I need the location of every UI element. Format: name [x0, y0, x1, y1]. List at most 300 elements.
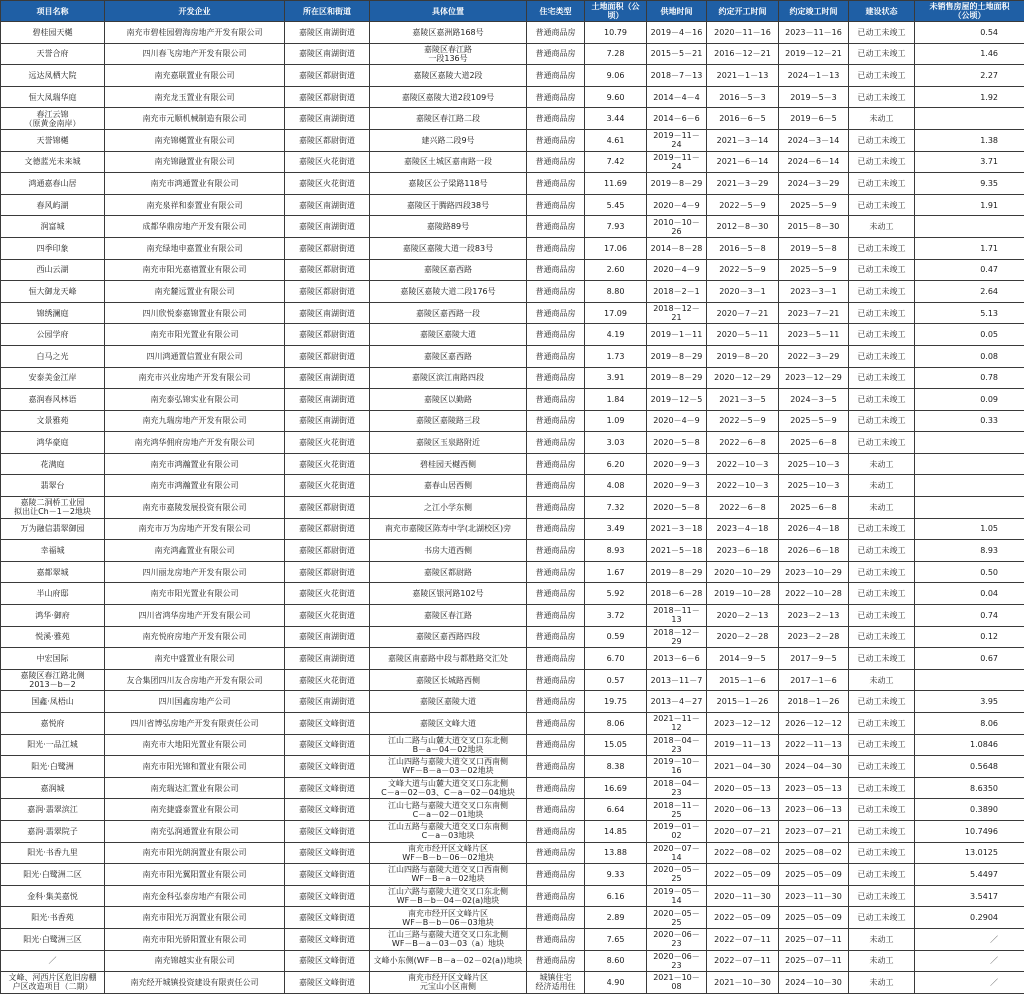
cell-completion-date: 2023－5－11 [779, 324, 849, 346]
cell-district: 嘉陵区火花街道 [285, 151, 370, 173]
cell-location: 嘉陵区春江路二段 [370, 108, 527, 130]
cell-project-name: 中宏国际 [1, 648, 105, 670]
cell-status: 已动工未竣工 [849, 22, 915, 44]
cell-project-name: 金科·集美嘉悦 [1, 885, 105, 907]
table-row [1, 65, 1024, 87]
cell-location: 嘉陵区以勤路 [370, 389, 527, 411]
cell-start-date: 2022－08－02 [707, 842, 779, 864]
header-project-name: 项目名称 [1, 1, 105, 22]
cell-location: 嘉陵区嘉西路一段 [370, 302, 527, 324]
cell-status: 已动工未竣工 [849, 237, 915, 259]
table-row [1, 777, 1024, 799]
cell-developer: 南充鸿鑫置业有限公司 [105, 540, 285, 562]
table-row [1, 669, 1024, 691]
cell-completion-date: 2015－8－30 [779, 216, 849, 238]
cell-district: 嘉陵区都尉街道 [285, 540, 370, 562]
cell-status: 未动工 [849, 669, 915, 691]
cell-completion-date: 2019－5－3 [779, 86, 849, 108]
table-row [1, 453, 1024, 475]
cell-developer: 四川国鑫房地产公司 [105, 691, 285, 713]
cell-district: 嘉陵区南湖街道 [285, 216, 370, 238]
table-row [1, 475, 1024, 497]
cell-project-name: 西山云湖 [1, 259, 105, 281]
cell-location: 嘉陵区公子梁路118号 [370, 173, 527, 195]
cell-status: 未动工 [849, 453, 915, 475]
cell-land-area: 7.28 [585, 43, 647, 65]
cell-supply-date: 2020－4－9 [647, 410, 707, 432]
cell-housing-type: 普通商品房 [527, 583, 585, 605]
cell-project-name: 万为融信翡翠御园 [1, 518, 105, 540]
cell-housing-type: 普通商品房 [527, 453, 585, 475]
cell-project-name: 嘉润春风林语 [1, 389, 105, 411]
cell-supply-date: 2019－01－02 [647, 820, 707, 842]
cell-supply-date: 2020－9－3 [647, 453, 707, 475]
cell-district: 嘉陵区火花街道 [285, 173, 370, 195]
cell-supply-date: 2018－12－29 [647, 626, 707, 648]
cell-housing-type: 普通商品房 [527, 777, 585, 799]
cell-project-name: 鸿华豪庭 [1, 432, 105, 454]
table-row [1, 108, 1024, 130]
cell-land-area: 4.19 [585, 324, 647, 346]
table-row [1, 583, 1024, 605]
table-row [1, 194, 1024, 216]
cell-district: 嘉陵区南湖街道 [285, 389, 370, 411]
cell-status: 已动工未竣工 [849, 410, 915, 432]
cell-developer: 四川鸿通置信置业有限公司 [105, 345, 285, 367]
cell-developer: 南充市鸿瀚置业有限公司 [105, 453, 285, 475]
cell-supply-date: 2019－10－16 [647, 756, 707, 778]
cell-status: 已动工未竣工 [849, 432, 915, 454]
cell-unsold-area: 0.54 [915, 22, 1024, 44]
cell-land-area: 14.85 [585, 820, 647, 842]
cell-status: 已动工未竣工 [849, 151, 915, 173]
cell-unsold-area: 0.05 [915, 324, 1024, 346]
cell-completion-date: 2022－3－29 [779, 345, 849, 367]
cell-supply-date: 2014－8－28 [647, 237, 707, 259]
cell-unsold-area: 8.93 [915, 540, 1024, 562]
cell-location: 嘉陵区嘉陵大道二段176号 [370, 281, 527, 303]
cell-supply-date: 2021－11－12 [647, 713, 707, 735]
cell-status: 已动工未竣工 [849, 259, 915, 281]
cell-start-date: 2022－5－9 [707, 194, 779, 216]
cell-location: 嘉陵区文峰大道 [370, 713, 527, 735]
cell-land-area: 8.06 [585, 713, 647, 735]
cell-developer: 南充市万为房地产开发有限公司 [105, 518, 285, 540]
table-row [1, 216, 1024, 238]
cell-supply-date: 2019－11－24 [647, 151, 707, 173]
cell-completion-date: 2026－4－18 [779, 518, 849, 540]
cell-status: 已动工未竣工 [849, 345, 915, 367]
cell-housing-type: 普通商品房 [527, 842, 585, 864]
cell-district: 嘉陵区都尉街道 [285, 518, 370, 540]
table-row [1, 237, 1024, 259]
cell-project-name: 翡翠台 [1, 475, 105, 497]
cell-completion-date: 2024－3－5 [779, 389, 849, 411]
cell-status: 已动工未竣工 [849, 324, 915, 346]
cell-housing-type: 普通商品房 [527, 950, 585, 972]
cell-start-date: 2019－11－13 [707, 734, 779, 756]
cell-completion-date: 2019－12－21 [779, 43, 849, 65]
cell-location: 江山七路与嘉陵大道交叉口东南侧 C－a－02－01地块 [370, 799, 527, 821]
cell-housing-type: 普通商品房 [527, 648, 585, 670]
cell-land-area: 17.06 [585, 237, 647, 259]
cell-status: 已动工未竣工 [849, 129, 915, 151]
cell-completion-date: 2019－5－8 [779, 237, 849, 259]
table-row [1, 842, 1024, 864]
cell-supply-date: 2020－5－8 [647, 497, 707, 519]
cell-start-date: 2016－5－8 [707, 237, 779, 259]
header-supply-date: 供地时间 [647, 1, 707, 22]
table-row [1, 43, 1024, 65]
cell-start-date: 2021－04－30 [707, 756, 779, 778]
cell-project-name: 阳光·书香九里 [1, 842, 105, 864]
cell-location: 南充市经开区文峰片区 WF－B－b－06－02地块 [370, 842, 527, 864]
cell-land-area: 8.80 [585, 281, 647, 303]
cell-location: 嘉陵区长城路西侧 [370, 669, 527, 691]
cell-unsold-area: 8.06 [915, 713, 1024, 735]
cell-housing-type: 普通商品房 [527, 626, 585, 648]
cell-location: 嘉陵区于腾路四段38号 [370, 194, 527, 216]
cell-land-area: 5.45 [585, 194, 647, 216]
cell-land-area: 4.61 [585, 129, 647, 151]
cell-developer: 四川欣悦泰嘉锦置业有限公司 [105, 302, 285, 324]
cell-district: 嘉陵区火花街道 [285, 453, 370, 475]
cell-location: 嘉陵区玉泉路附近 [370, 432, 527, 454]
cell-start-date: 2023－4－18 [707, 518, 779, 540]
cell-completion-date: 2024－1－13 [779, 65, 849, 87]
cell-land-area: 9.60 [585, 86, 647, 108]
cell-start-date: 2020－06－13 [707, 799, 779, 821]
cell-unsold-area: 0.09 [915, 389, 1024, 411]
cell-project-name: 嘉润·翡翠滨江 [1, 799, 105, 821]
cell-developer: 南充泉祥和泰置业有限公司 [105, 194, 285, 216]
cell-completion-date: 2025－6－8 [779, 497, 849, 519]
cell-completion-date: 2023－2－28 [779, 626, 849, 648]
cell-supply-date: 2020－05－25 [647, 907, 707, 929]
cell-district: 嘉陵区南湖街道 [285, 108, 370, 130]
cell-district: 嘉陵区都尉街道 [285, 345, 370, 367]
cell-supply-date: 2020－05－25 [647, 864, 707, 886]
cell-developer: 南充市阳光置业有限公司 [105, 583, 285, 605]
cell-district: 嘉陵区火花街道 [285, 583, 370, 605]
cell-location: 南充市嘉陵区陈寿中学(北湖校区)旁 [370, 518, 527, 540]
cell-developer: 南充九瑞房地产开发有限公司 [105, 410, 285, 432]
cell-unsold-area: 5.13 [915, 302, 1024, 324]
cell-supply-date: 2019－8－29 [647, 561, 707, 583]
cell-start-date: 2020－11－16 [707, 22, 779, 44]
cell-district: 嘉陵区都尉街道 [285, 86, 370, 108]
cell-supply-date: 2018－6－28 [647, 583, 707, 605]
cell-completion-date: 2025－07－11 [779, 928, 849, 950]
cell-status: 已动工未竣工 [849, 561, 915, 583]
cell-developer: 南充市鸿通置业有限公司 [105, 173, 285, 195]
cell-supply-date: 2018－11－25 [647, 799, 707, 821]
cell-housing-type: 普通商品房 [527, 669, 585, 691]
cell-unsold-area: 9.35 [915, 173, 1024, 195]
cell-unsold-area [915, 216, 1024, 238]
cell-housing-type: 普通商品房 [527, 432, 585, 454]
cell-unsold-area: 1.92 [915, 86, 1024, 108]
cell-status: 已动工未竣工 [849, 86, 915, 108]
cell-district: 嘉陵区文峰街道 [285, 864, 370, 886]
cell-completion-date: 2025－05－09 [779, 907, 849, 929]
cell-supply-date: 2019－8－29 [647, 173, 707, 195]
cell-status: 已动工未竣工 [849, 842, 915, 864]
cell-housing-type: 普通商品房 [527, 864, 585, 886]
cell-developer: 南充金科弘泰房地产有限公司 [105, 885, 285, 907]
cell-district: 嘉陵区都尉街道 [285, 259, 370, 281]
cell-land-area: 19.75 [585, 691, 647, 713]
cell-land-area: 3.49 [585, 518, 647, 540]
cell-completion-date: 2022－11－13 [779, 734, 849, 756]
cell-land-area: 2.89 [585, 907, 647, 929]
table-row [1, 497, 1024, 519]
cell-developer: 南充锦樾置业有限公司 [105, 129, 285, 151]
cell-status: 已动工未竣工 [849, 605, 915, 627]
cell-status: 已动工未竣工 [849, 389, 915, 411]
cell-start-date: 2020－2－28 [707, 626, 779, 648]
cell-district: 嘉陵区都尉街道 [285, 561, 370, 583]
cell-location: 嘉陵区春江路 [370, 605, 527, 627]
cell-location: 嘉陵区春江路 一段136号 [370, 43, 527, 65]
cell-start-date: 2020－07－21 [707, 820, 779, 842]
cell-status: 已动工未竣工 [849, 173, 915, 195]
cell-unsold-area: 0.50 [915, 561, 1024, 583]
table-row [1, 928, 1024, 950]
cell-housing-type: 普通商品房 [527, 324, 585, 346]
cell-start-date: 2022－10－3 [707, 475, 779, 497]
cell-unsold-area: 0.5648 [915, 756, 1024, 778]
cell-district: 嘉陵区都尉街道 [285, 281, 370, 303]
cell-start-date: 2014－9－5 [707, 648, 779, 670]
cell-project-name: 恒大凤瑞华庭 [1, 86, 105, 108]
cell-housing-type: 普通商品房 [527, 345, 585, 367]
header-unsold-area: 未销售房屋的土地面积 （公顷） [915, 1, 1024, 22]
cell-housing-type: 普通商品房 [527, 86, 585, 108]
cell-district: 嘉陵区都尉街道 [285, 129, 370, 151]
cell-completion-date: 2025－10－3 [779, 453, 849, 475]
cell-project-name: 四季印象 [1, 237, 105, 259]
cell-project-name: 阳光·白鹭洲二区 [1, 864, 105, 886]
cell-project-name: 鸿通嘉春山居 [1, 173, 105, 195]
header-status: 建设状态 [849, 1, 915, 22]
cell-district: 嘉陵区南湖街道 [285, 194, 370, 216]
cell-developer: 南充嘉联置业有限公司 [105, 65, 285, 87]
cell-housing-type: 普通商品房 [527, 928, 585, 950]
cell-project-name: 润富城 [1, 216, 105, 238]
cell-unsold-area: 2.64 [915, 281, 1024, 303]
cell-district: 嘉陵区南湖街道 [285, 22, 370, 44]
cell-completion-date: 2025－5－9 [779, 194, 849, 216]
cell-supply-date: 2018－04－23 [647, 734, 707, 756]
cell-start-date: 2022－07－11 [707, 928, 779, 950]
cell-district: 嘉陵区文峰街道 [285, 734, 370, 756]
cell-start-date: 2020－10－29 [707, 561, 779, 583]
cell-completion-date: 2024－6－14 [779, 151, 849, 173]
cell-location: 嘉陵区银河路102号 [370, 583, 527, 605]
cell-unsold-area [915, 497, 1024, 519]
cell-status: 已动工未竣工 [849, 43, 915, 65]
table-row [1, 281, 1024, 303]
cell-land-area: 8.38 [585, 756, 647, 778]
cell-start-date: 2022－6－8 [707, 432, 779, 454]
cell-location: 碧桂园天樾西侧 [370, 453, 527, 475]
cell-housing-type: 普通商品房 [527, 561, 585, 583]
cell-location: 嘉陵区都尉路 [370, 561, 527, 583]
cell-start-date: 2019－8－20 [707, 345, 779, 367]
cell-developer: 南充锦越实业有限公司 [105, 950, 285, 972]
table-body [1, 22, 1024, 994]
cell-status: 已动工未竣工 [849, 583, 915, 605]
cell-location: 江山五路与嘉陵大道交叉口东南侧 C－a－03地块 [370, 820, 527, 842]
table-row [1, 626, 1024, 648]
cell-start-date: 2020－7－21 [707, 302, 779, 324]
cell-start-date: 2015－1－6 [707, 669, 779, 691]
cell-supply-date: 2020－4－9 [647, 259, 707, 281]
cell-land-area: 8.93 [585, 540, 647, 562]
cell-district: 嘉陵区都尉街道 [285, 324, 370, 346]
cell-start-date: 2020－2－13 [707, 605, 779, 627]
cell-unsold-area: ／ [915, 972, 1024, 994]
cell-developer: 南充悦府房地产开发有限公司 [105, 626, 285, 648]
cell-land-area: 11.69 [585, 173, 647, 195]
cell-supply-date: 2020－9－3 [647, 475, 707, 497]
cell-supply-date: 2020－5－8 [647, 432, 707, 454]
cell-district: 嘉陵区南湖街道 [285, 648, 370, 670]
cell-start-date: 2021－6－14 [707, 151, 779, 173]
table-row [1, 713, 1024, 735]
cell-district: 嘉陵区文峰街道 [285, 842, 370, 864]
cell-location: 江山二路与山麓大道交叉口东北侧 B－a－04－02地块 [370, 734, 527, 756]
cell-unsold-area [915, 432, 1024, 454]
cell-housing-type: 普通商品房 [527, 22, 585, 44]
cell-start-date: 2021－3－5 [707, 389, 779, 411]
cell-project-name: 安泰美金江岸 [1, 367, 105, 389]
cell-completion-date: 2023－12－29 [779, 367, 849, 389]
cell-developer: 四川丽龙房地产开发有限公司 [105, 561, 285, 583]
cell-location: 江山四路与嘉陵大道交叉口西南侧 WF－B－a－03－02地块 [370, 756, 527, 778]
cell-completion-date: 2023－7－21 [779, 302, 849, 324]
cell-start-date: 2020－12－29 [707, 367, 779, 389]
cell-developer: 南充经开城镇投资建设有限责任公司 [105, 972, 285, 994]
cell-developer: 南充鸿华佣府房地产开发有限公司 [105, 432, 285, 454]
cell-developer: 南充市元顺机械制造有限公司 [105, 108, 285, 130]
cell-supply-date: 2019－12－5 [647, 389, 707, 411]
cell-developer: 四川省鸿华房地产开发有限公司 [105, 605, 285, 627]
cell-unsold-area: 0.12 [915, 626, 1024, 648]
cell-location: 书房大道西侧 [370, 540, 527, 562]
cell-district: 嘉陵区文峰街道 [285, 820, 370, 842]
cell-project-name: 阳光·白鹭洲 [1, 756, 105, 778]
cell-project-name: 白马之光 [1, 345, 105, 367]
cell-supply-date: 2015－5－21 [647, 43, 707, 65]
cell-location: 江山四路与嘉陵大道交叉口西南侧 WF－B－a－02地块 [370, 864, 527, 886]
table-row [1, 561, 1024, 583]
table-row [1, 540, 1024, 562]
cell-land-area: 9.06 [585, 65, 647, 87]
cell-developer: 南充市嘉陵发展投资有限公司 [105, 497, 285, 519]
header-start-date: 约定开工时间 [707, 1, 779, 22]
cell-status: 已动工未竣工 [849, 648, 915, 670]
cell-developer: 南充市阳光万润置业有限公司 [105, 907, 285, 929]
cell-housing-type: 普通商品房 [527, 216, 585, 238]
cell-location: 嘉陵区嘉陵大道2段109号 [370, 86, 527, 108]
cell-project-name: 嘉陵区春江路北侧 2013－b－2 [1, 669, 105, 691]
cell-housing-type: 普通商品房 [527, 734, 585, 756]
cell-start-date: 2022－6－8 [707, 497, 779, 519]
cell-developer: 南充市阳光嘉禧置业有限公司 [105, 259, 285, 281]
table-row [1, 864, 1024, 886]
cell-start-date: 2020－5－11 [707, 324, 779, 346]
cell-land-area: 1.67 [585, 561, 647, 583]
cell-location: 嘉陵区嘉陵大道一段83号 [370, 237, 527, 259]
cell-housing-type: 普通商品房 [527, 237, 585, 259]
cell-unsold-area: 5.4497 [915, 864, 1024, 886]
cell-developer: 南充市阳光翼阳置业有限公司 [105, 864, 285, 886]
cell-project-name: 悦溪·雅苑 [1, 626, 105, 648]
cell-supply-date: 2019－05－14 [647, 885, 707, 907]
cell-project-name: 春风屿湖 [1, 194, 105, 216]
cell-project-name: 嘉悦府 [1, 713, 105, 735]
cell-unsold-area: 1.38 [915, 129, 1024, 151]
cell-status: 已动工未竣工 [849, 799, 915, 821]
cell-location: 嘉陵区滨江南路四段 [370, 367, 527, 389]
cell-project-name: 文峰、河西片区危旧房棚 户区改造项目（二期） [1, 972, 105, 994]
cell-unsold-area: 0.2904 [915, 907, 1024, 929]
cell-completion-date: 2025－6－8 [779, 432, 849, 454]
cell-unsold-area: 0.74 [915, 605, 1024, 627]
cell-land-area: 0.59 [585, 626, 647, 648]
cell-project-name: 公园学府 [1, 324, 105, 346]
cell-project-name: 半山府邸 [1, 583, 105, 605]
cell-unsold-area: 2.27 [915, 65, 1024, 87]
cell-unsold-area: 3.5417 [915, 885, 1024, 907]
cell-project-name: 文景雅苑 [1, 410, 105, 432]
cell-supply-date: 2019－8－29 [647, 367, 707, 389]
cell-status: 已动工未竣工 [849, 540, 915, 562]
cell-completion-date: 2023－2－13 [779, 605, 849, 627]
cell-developer: 南充泰弘锦实业有限公司 [105, 389, 285, 411]
cell-completion-date: 2023－11－30 [779, 885, 849, 907]
cell-completion-date: 2024－3－29 [779, 173, 849, 195]
cell-location: 嘉陵路89号 [370, 216, 527, 238]
cell-start-date: 2020－3－1 [707, 281, 779, 303]
cell-start-date: 2023－6－18 [707, 540, 779, 562]
cell-housing-type: 普通商品房 [527, 367, 585, 389]
header-developer: 开发企业 [105, 1, 285, 22]
cell-location: 建兴路二段9号 [370, 129, 527, 151]
cell-district: 嘉陵区火花街道 [285, 669, 370, 691]
cell-completion-date: 2023－07－21 [779, 820, 849, 842]
cell-land-area: 4.90 [585, 972, 647, 994]
cell-land-area: 3.91 [585, 367, 647, 389]
cell-status: 已动工未竣工 [849, 777, 915, 799]
cell-completion-date: 2023－11－16 [779, 22, 849, 44]
cell-status: 未动工 [849, 972, 915, 994]
cell-district: 嘉陵区文峰街道 [285, 928, 370, 950]
cell-unsold-area: 0.47 [915, 259, 1024, 281]
cell-project-name: 天誉合府 [1, 43, 105, 65]
cell-location: 嘉陵区嘉洲路168号 [370, 22, 527, 44]
cell-project-name: 嘉都翠城 [1, 561, 105, 583]
cell-land-area: 13.88 [585, 842, 647, 864]
cell-land-area: 4.08 [585, 475, 647, 497]
cell-project-name: 文德蓝光未来城 [1, 151, 105, 173]
cell-location: 嘉陵区嘉西路 [370, 259, 527, 281]
cell-developer: 成都华鼎房地产开发有限公司 [105, 216, 285, 238]
cell-land-area: 1.84 [585, 389, 647, 411]
cell-developer: 南充龙玉置业有限公司 [105, 86, 285, 108]
